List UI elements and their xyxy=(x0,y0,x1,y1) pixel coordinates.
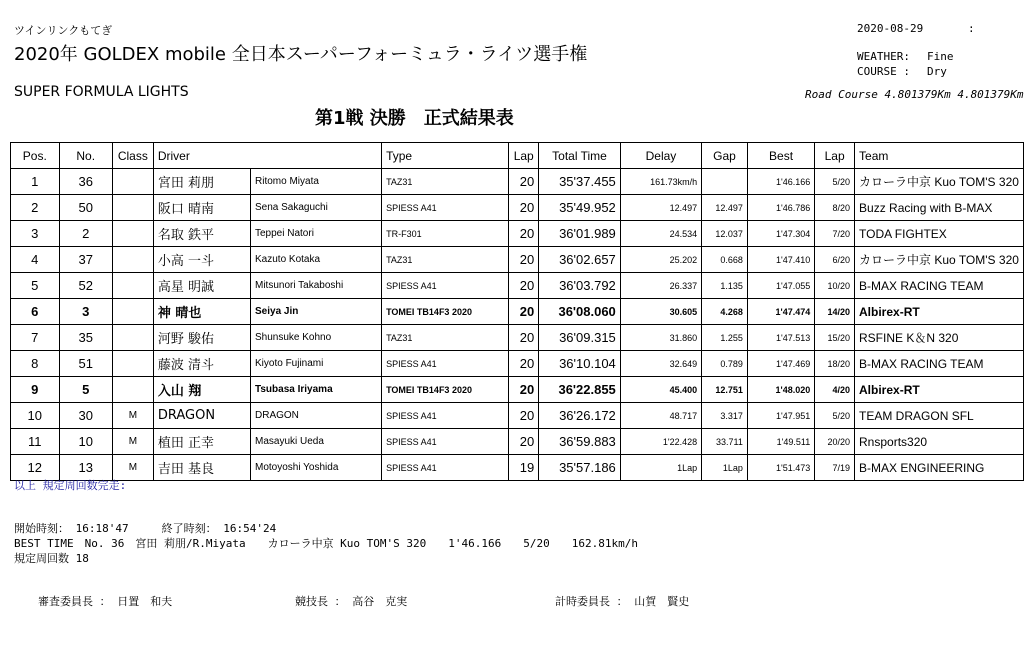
time-field: : xyxy=(968,22,975,35)
laps-cell: 20 xyxy=(509,351,539,377)
laps-cell: 19 xyxy=(509,455,539,481)
col-best: Best xyxy=(747,143,814,169)
best-lap-cell: 6/20 xyxy=(815,247,855,273)
team-cell: TEAM DRAGON SFL xyxy=(855,403,1024,429)
driver-en-cell: Kazuto Kotaka xyxy=(251,247,382,273)
table-row xyxy=(11,273,1024,299)
class-cell xyxy=(112,247,153,273)
col-total-time: Total Time xyxy=(539,143,621,169)
driver-jp-cell: 宮田 莉朋 xyxy=(153,169,250,195)
gap-cell: 12.037 xyxy=(702,221,748,247)
car-number-cell: 2 xyxy=(59,221,112,247)
clerk-of-course-signature: 競技長 ： 高谷 克実 xyxy=(295,595,408,608)
table-row xyxy=(11,455,1024,481)
car-number-cell: 36 xyxy=(59,169,112,195)
position-cell: 5 xyxy=(11,273,60,299)
table-row xyxy=(11,377,1024,403)
best-lap-cell: 7/20 xyxy=(815,221,855,247)
chassis-type-cell: SPIESS A41 xyxy=(382,351,509,377)
delay-cell: 31.860 xyxy=(620,325,701,351)
total-time-cell: 35'57.186 xyxy=(539,455,621,481)
event-title: 第1戦 決勝 正式結果表 xyxy=(315,108,514,129)
chassis-type-cell: TAZ31 xyxy=(382,247,509,273)
class-cell xyxy=(112,221,153,247)
best-time-cell: 1'47.410 xyxy=(747,247,814,273)
course-info xyxy=(857,65,947,78)
driver-en-cell: DRAGON xyxy=(251,403,382,429)
class-cell: M xyxy=(112,403,153,429)
delay-cell: 30.605 xyxy=(620,299,701,325)
class-cell xyxy=(112,195,153,221)
driver-en-cell: Tsubasa Iriyama xyxy=(251,377,382,403)
gap-cell: 3.317 xyxy=(702,403,748,429)
best-time-cell: 1'47.474 xyxy=(747,299,814,325)
col-gap: Gap xyxy=(702,143,748,169)
class-cell xyxy=(112,351,153,377)
laps-cell: 20 xyxy=(509,273,539,299)
best-time-cell: 1'47.951 xyxy=(747,403,814,429)
table-row xyxy=(11,221,1024,247)
total-time-cell: 36'08.060 xyxy=(539,299,621,325)
position-cell: 11 xyxy=(11,429,60,455)
best-lap-cell: 5/20 xyxy=(815,169,855,195)
course-label: COURSE : xyxy=(857,65,910,78)
team-cell: Buzz Racing with B-MAX xyxy=(855,195,1024,221)
best-lap-cell: 10/20 xyxy=(815,273,855,299)
position-cell: 2 xyxy=(11,195,60,221)
team-cell: Rnsports320 xyxy=(855,429,1024,455)
driver-en-cell: Seiya Jin xyxy=(251,299,382,325)
driver-jp-cell: 植田 正幸 xyxy=(153,429,250,455)
car-number-cell: 37 xyxy=(59,247,112,273)
delay-cell: 45.400 xyxy=(620,377,701,403)
results-table xyxy=(10,142,1024,481)
best-lap-cell: 14/20 xyxy=(815,299,855,325)
gap-cell: 1.255 xyxy=(702,325,748,351)
chassis-type-cell: TOMEI TB14F3 2020 xyxy=(382,377,509,403)
table-row xyxy=(11,169,1024,195)
driver-jp-cell: 河野 駿佑 xyxy=(153,325,250,351)
chassis-type-cell: TR-F301 xyxy=(382,221,509,247)
laps-cell: 20 xyxy=(509,247,539,273)
team-cell: カローラ中京 Kuo TOM'S 320 xyxy=(855,169,1024,195)
chassis-type-cell: SPIESS A41 xyxy=(382,429,509,455)
team-cell: Albirex-RT xyxy=(855,377,1024,403)
gap-cell xyxy=(702,169,748,195)
position-cell: 8 xyxy=(11,351,60,377)
event-date: 2020-08-29 xyxy=(857,22,924,35)
best-lap-cell: 20/20 xyxy=(815,429,855,455)
car-number-cell: 51 xyxy=(59,351,112,377)
position-cell: 9 xyxy=(11,377,60,403)
position-cell: 10 xyxy=(11,403,60,429)
car-number-cell: 52 xyxy=(59,273,112,299)
start-end-time: 開始時刻： 16:18'47 終了時刻： 16:54'24 xyxy=(14,522,277,535)
total-time-cell: 36'10.104 xyxy=(539,351,621,377)
position-cell: 1 xyxy=(11,169,60,195)
driver-jp-cell: 高星 明誠 xyxy=(153,273,250,299)
best-time-cell: 1'47.469 xyxy=(747,351,814,377)
delay-cell: 1'22.428 xyxy=(620,429,701,455)
best-time-cell: 1'47.055 xyxy=(747,273,814,299)
driver-en-cell: Ritomo Miyata xyxy=(251,169,382,195)
total-time-cell: 36'59.883 xyxy=(539,429,621,455)
best-lap-cell: 18/20 xyxy=(815,351,855,377)
best-lap-cell: 4/20 xyxy=(815,377,855,403)
weather-label: WEATHER: xyxy=(857,50,910,63)
team-cell: B-MAX ENGINEERING xyxy=(855,455,1024,481)
best-time-cell: 1'51.473 xyxy=(747,455,814,481)
driver-en-cell: Masayuki Ueda xyxy=(251,429,382,455)
best-lap-cell: 8/20 xyxy=(815,195,855,221)
driver-en-cell: Motoyoshi Yoshida xyxy=(251,455,382,481)
driver-jp-cell: 吉田 基良 xyxy=(153,455,250,481)
table-row xyxy=(11,325,1024,351)
team-cell: カローラ中京 Kuo TOM'S 320 xyxy=(855,247,1024,273)
laps-cell: 20 xyxy=(509,195,539,221)
chassis-type-cell: SPIESS A41 xyxy=(382,403,509,429)
gap-cell: 1.135 xyxy=(702,273,748,299)
delay-cell: 48.717 xyxy=(620,403,701,429)
delay-cell: 161.73km/h xyxy=(620,169,701,195)
car-number-cell: 50 xyxy=(59,195,112,221)
best-time-cell: 1'46.786 xyxy=(747,195,814,221)
car-number-cell: 13 xyxy=(59,455,112,481)
delay-cell: 1Lap xyxy=(620,455,701,481)
position-cell: 7 xyxy=(11,325,60,351)
position-cell: 3 xyxy=(11,221,60,247)
class-cell xyxy=(112,377,153,403)
total-time-cell: 36'02.657 xyxy=(539,247,621,273)
col-delay: Delay xyxy=(620,143,701,169)
col-type: Type xyxy=(382,143,509,169)
weather-value: Fine xyxy=(927,50,954,63)
best-time-cell: 1'48.020 xyxy=(747,377,814,403)
chassis-type-cell: TOMEI TB14F3 2020 xyxy=(382,299,509,325)
col-lap: Lap xyxy=(509,143,539,169)
col-driver: Driver xyxy=(153,143,381,169)
gap-cell: 12.751 xyxy=(702,377,748,403)
chassis-type-cell: SPIESS A41 xyxy=(382,195,509,221)
car-number-cell: 30 xyxy=(59,403,112,429)
gap-cell: 1Lap xyxy=(702,455,748,481)
chassis-type-cell: TAZ31 xyxy=(382,169,509,195)
laps-cell: 20 xyxy=(509,299,539,325)
driver-jp-cell: 藤波 清斗 xyxy=(153,351,250,377)
gap-cell: 0.789 xyxy=(702,351,748,377)
col-no: No. xyxy=(59,143,112,169)
driver-en-cell: Kiyoto Fujinami xyxy=(251,351,382,377)
best-time-cell: 1'49.511 xyxy=(747,429,814,455)
car-number-cell: 10 xyxy=(59,429,112,455)
team-cell: RSFINE K＆N 320 xyxy=(855,325,1024,351)
position-cell: 4 xyxy=(11,247,60,273)
best-lap-cell: 15/20 xyxy=(815,325,855,351)
delay-cell: 12.497 xyxy=(620,195,701,221)
team-cell: B-MAX RACING TEAM xyxy=(855,351,1024,377)
team-cell: B-MAX RACING TEAM xyxy=(855,273,1024,299)
best-time-cell: 1'47.304 xyxy=(747,221,814,247)
driver-jp-cell: DRAGON xyxy=(153,403,250,429)
col-pos: Pos. xyxy=(11,143,60,169)
class-cell xyxy=(112,273,153,299)
total-time-cell: 36'03.792 xyxy=(539,273,621,299)
gap-cell: 33.711 xyxy=(702,429,748,455)
driver-en-cell: Mitsunori Takaboshi xyxy=(251,273,382,299)
car-number-cell: 35 xyxy=(59,325,112,351)
table-row xyxy=(11,429,1024,455)
delay-cell: 25.202 xyxy=(620,247,701,273)
delay-cell: 26.337 xyxy=(620,273,701,299)
driver-en-cell: Shunsuke Kohno xyxy=(251,325,382,351)
driver-jp-cell: 小高 一斗 xyxy=(153,247,250,273)
championship-title: 2020年 GOLDEX mobile 全日本スーパーフォーミュラ・ライツ選手権 xyxy=(14,44,588,65)
col-best-lap: Lap xyxy=(815,143,855,169)
team-cell: TODA FIGHTEX xyxy=(855,221,1024,247)
best-time-cell: 1'46.166 xyxy=(747,169,814,195)
course-value: Dry xyxy=(927,65,947,78)
best-time-summary: BEST TIME No. 36 宮田 莉朋/R.Miyata カローラ中京 Kuo TOM'S 320 1'46.166 5/20 162.81km/h xyxy=(14,537,638,550)
gap-cell: 4.268 xyxy=(702,299,748,325)
weather-info xyxy=(857,50,954,63)
table-row xyxy=(11,299,1024,325)
driver-en-cell: Sena Sakaguchi xyxy=(251,195,382,221)
laps-cell: 20 xyxy=(509,377,539,403)
road-course-length: Road Course 4.801379Km 4.801379Km xyxy=(805,88,1024,101)
best-lap-cell: 7/19 xyxy=(815,455,855,481)
class-cell: M xyxy=(112,429,153,455)
class-cell xyxy=(112,325,153,351)
class-cell xyxy=(112,299,153,325)
table-header-row xyxy=(11,143,1024,169)
car-number-cell: 3 xyxy=(59,299,112,325)
best-time-cell: 1'47.513 xyxy=(747,325,814,351)
driver-jp-cell: 名取 鉄平 xyxy=(153,221,250,247)
total-time-cell: 35'49.952 xyxy=(539,195,621,221)
driver-jp-cell: 阪口 晴南 xyxy=(153,195,250,221)
position-cell: 12 xyxy=(11,455,60,481)
class-cell: M xyxy=(112,455,153,481)
table-row xyxy=(11,403,1024,429)
col-team: Team xyxy=(855,143,1024,169)
steward-signature: 審査委員長 ： 日置 和夫 xyxy=(38,595,173,608)
laps-cell: 20 xyxy=(509,403,539,429)
table-row xyxy=(11,247,1024,273)
class-cell xyxy=(112,169,153,195)
laps-cell: 20 xyxy=(509,169,539,195)
required-laps: 規定周回数 18 xyxy=(14,552,89,565)
best-lap-cell: 5/20 xyxy=(815,403,855,429)
table-row xyxy=(11,351,1024,377)
delay-cell: 32.649 xyxy=(620,351,701,377)
car-number-cell: 5 xyxy=(59,377,112,403)
total-time-cell: 36'26.172 xyxy=(539,403,621,429)
total-time-cell: 36'01.989 xyxy=(539,221,621,247)
chassis-type-cell: TAZ31 xyxy=(382,325,509,351)
driver-jp-cell: 入山 翔 xyxy=(153,377,250,403)
gap-cell: 12.497 xyxy=(702,195,748,221)
position-cell: 6 xyxy=(11,299,60,325)
laps-cell: 20 xyxy=(509,325,539,351)
driver-jp-cell: 神 晴也 xyxy=(153,299,250,325)
gap-cell: 0.668 xyxy=(702,247,748,273)
chassis-type-cell: SPIESS A41 xyxy=(382,455,509,481)
laps-cell: 20 xyxy=(509,221,539,247)
driver-en-cell: Teppei Natori xyxy=(251,221,382,247)
chassis-type-cell: SPIESS A41 xyxy=(382,273,509,299)
laps-cell: 20 xyxy=(509,429,539,455)
venue-name: ツインリンクもてぎ xyxy=(14,24,113,37)
series-name: SUPER FORMULA LIGHTS xyxy=(14,84,189,100)
table-row xyxy=(11,195,1024,221)
col-class: Class xyxy=(112,143,153,169)
team-cell: Albirex-RT xyxy=(855,299,1024,325)
delay-cell: 24.534 xyxy=(620,221,701,247)
total-time-cell: 36'09.315 xyxy=(539,325,621,351)
total-time-cell: 36'22.855 xyxy=(539,377,621,403)
timing-chief-signature: 計時委員長 ： 山賀 賢史 xyxy=(555,595,690,608)
total-time-cell: 35'37.455 xyxy=(539,169,621,195)
finish-note: 以上 規定周回数完走: xyxy=(14,479,127,492)
